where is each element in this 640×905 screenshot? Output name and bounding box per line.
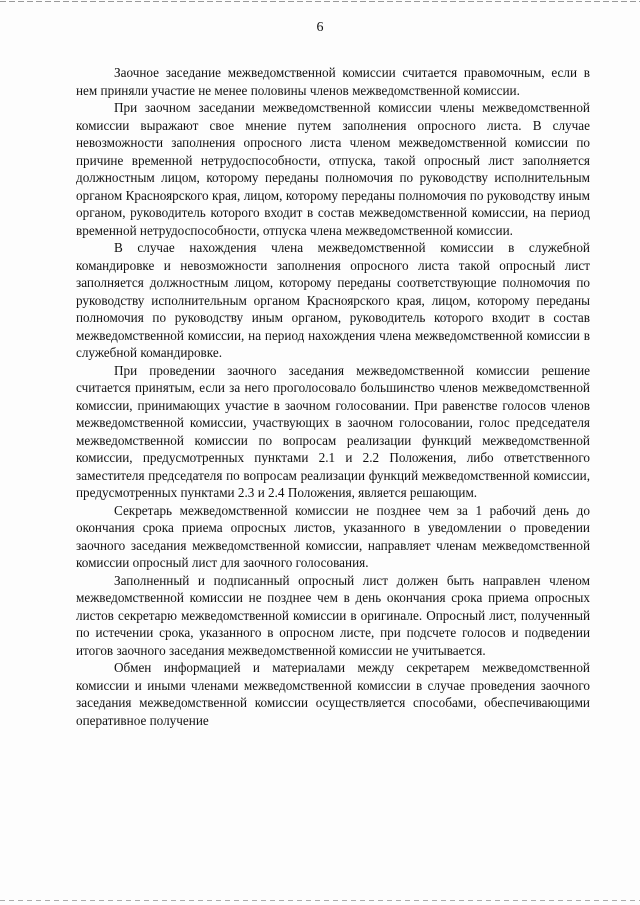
paragraph-business-trip: В случае нахождения члена межведомственной комиссии в служебной командировке и невозможности заполнения опросного листа такой опросный лист заполняется должностным лицом, которому переданы соответствующие полномочия по руководству исполнительным органом Красноярского края, лицом, которому переданы полномочия по руководству иным органом, руководитель которого входит в состав межведомственной комиссии, на период нахождения члена межведомственной комиссии в служебной командировке. [76,240,590,360]
document-body [76,64,590,729]
paragraph-decision-rule: При проведении заочного заседания межведомственной комиссии решение считается принятым, если за него проголосовало большинство членов межведомственной комиссии, принимающих участие в заочном голосовании. При равенстве голосов членов межведомственной комиссии, участвующих в заочном голосовании, голос председателя межведомственной комиссии по вопросам реализации функций межведомственной комиссии, предусмотренных пунктами 2.1 и 2.2 Положения, либо ответственного заместителя председателя по вопросам реализации функций межведомственной комиссии, предусмотренных пунктами 2.3 и 2.4 Положения, является решающим. [76,362,590,500]
paragraph-information-exchange: Обмен информацией и материалами между секретарем межведомственной комиссии и иными членами межведомственной комиссии в случае проведения заочного заседания межведомственной комиссии осуществляется способами, обеспечивающими оперативное получение [76,660,590,728]
scan-top-edge [0,1,640,2]
paragraph-return-deadline: Заполненный и подписанный опросный лист должен быть направлен членом межведомственной комиссии не позднее чем в день окончания срока приема опросных листов секретарю межведомственной комиссии в оригинале. Опросный лист, полученный по истечении срока, указанного в опросном листе, при подсчете голосов и подведении итогов заочного заседания межведомственной комиссии не учитывается. [76,572,590,658]
paragraph-secretary-sends: Секретарь межведомственной комиссии не позднее чем за 1 рабочий день до окончания срока приема опросных листов, указанного в уведомлении о проведении заочного заседания межведомственной комиссии, направляет членам межведомственной комиссии опросный лист для заочного голосования. [76,502,590,570]
scan-bottom-edge [0,900,640,901]
paragraph-questionnaire-filling: При заочном заседании межведомственной комиссии члены межведомственной комиссии выражают свое мнение путем заполнения опросного листа. В случае невозможности заполнения опросного листа членом межведомственной комиссии по причине временной нетрудоспособности, отпуска, такой опросный лист заполняется должностным лицом, которому переданы полномочия по руководству исполнительным органом Красноярского края, лицом, которому переданы полномочия по руководству иным органом, руководитель которого входит в состав межведомственной комиссии, на период временной нетрудоспособности, отпуска члена межведомственной комиссии. [76,100,590,238]
page-number: 6 [316,20,324,35]
paragraph-quorum: Заочное заседание межведомственной комиссии считается правомочным, если в нем приняли участие не менее половины членов межведомственной комиссии. [76,65,590,98]
